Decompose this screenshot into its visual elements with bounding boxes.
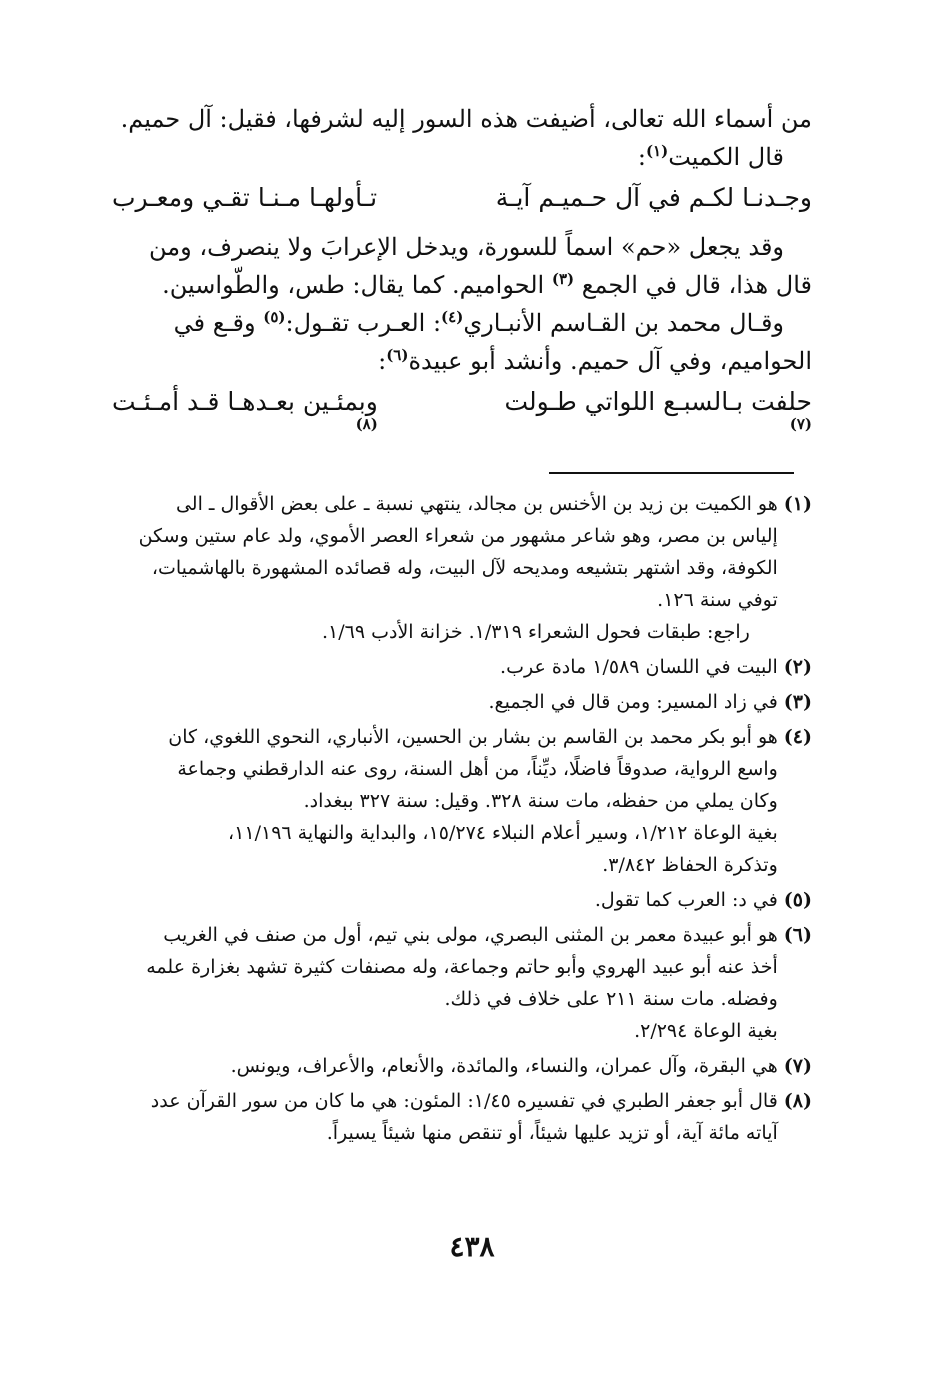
footnote-ref: (٥) [263,308,286,326]
footnote-7: (٧) هي البقرة، وآل عمران، والنساء، والمائدة، والأنعام، والأعراف، ويونس. [112,1050,812,1082]
verse-1 [112,176,812,220]
footnote-number: (٢) [783,656,812,678]
footnote-1: (١) هو الكميت بن زيد بن الأخنس بن مجالد، ينتهي نسبة ـ على بعض الأقوال ـ الى إلياس بن مصر، وهو شاعر مشهور من شعراء العصر الأموي، ولد عام ستين وسكن الكوفة، وقد اشتهر بتشيعه ومديحه لآل البيت، وله قصائده المشهورة بالهاشميات، توفي سنة ١٢٦. راجع: طبقات فحول الشعراء ١/٣١٩. خزانة الأدب ١/٦٩. [112,488,812,648]
verse-2-first-hemistich: حلفت بـالسبـع اللواتي طـولت (٧) [504,387,812,433]
footnote-number: (١) [783,493,812,515]
verse-1-first-hemistich: وجـدنـا لكـم في آل حـميـم آيـة [495,183,812,212]
footnote-ref: (٤) [441,308,464,326]
footnote-ref: (١) [645,142,669,160]
page-number: ٤٣٨ [449,1230,495,1263]
footnote-4: (٤) هو أبو بكر محمد بن القاسم بن بشار بن الحسين، الأنباري، النحوي اللغوي، كان واسع الرواية، صدوقاً فاضلًا، ديِّناً، من أهل السنة، روى عنه الدارقطني وجماعة وكان يملي من حفظه، مات سنة ٣٢٨. وقيل: سنة ٣٢٧ ببغداد. بغية الوعاة ١/٢١٢، وسير أعلام النبلاء ١٥/٢٧٤، والبداية والنهاية ١١/١٩٦، وتذكرة الحفاظ ٣/٨٤٢. [112,721,812,881]
footnote-number: (٨) [783,1090,812,1112]
footnote-ref: (٣) [551,270,575,288]
footnote-2: (٢) البيت في اللسان ١/٥٨٩ مادة عرب. [112,651,812,683]
footnote-5: (٥) في د: العرب كما تقول. [112,884,812,916]
footnote-number: (٧) [783,1055,812,1077]
verse-2-second-hemistich: وبمئـين بعـدهـا قـد أمـئـت (٨) [112,387,378,433]
footnote-number: (٦) [783,924,812,946]
paragraph-3-line-2: قال هذا، قال في الجمع $^{(٣)}$ الحواميم. كما يقال: طس، والطّواسين. [162,270,812,299]
footnote-3: (٣) في زاد المسير: ومن قال في الجميع. [112,686,812,718]
paragraph-4-line-2: الحواميم، وفي آل حميم. وأنشد أبو عبيدة$^{(٦)}$: [378,346,812,375]
verse-1-second-hemistich: تـأولهـا مـنـا تقـي ومعـرب [112,183,378,212]
footnote-number: (٣) [783,691,812,713]
paragraph-1: من أسماء الله تعالى، أضيفت هذه السور إليه لشرفها، فقيل: آل حميم. [120,105,812,133]
footnotes [112,488,812,1152]
paragraph-4-line-1: وقـال محمد بن القـاسم الأنبـاري$^{(٤)}$: العـرب تقـول:$^{(٥)}$ وقـع في [173,308,784,337]
footnote-number: (٤) [783,726,812,748]
paragraph-3-line-1: وقد يجعل «حم» اسماً للسورة، ويدخل الإعرابَ ولا ينصرف، ومن [148,233,784,261]
footnote-8: (٨) قال أبو جعفر الطبري في تفسيره ١/٤٥: المئون: هي ما كان من سور القرآن عدد آياته مائة آية، أو تزيد عليها شيئاً، أو تنقص منها شيئاً يسيراً. [112,1085,812,1149]
paragraph-2: قال الكميت$^{(١)}$: [637,142,784,171]
footnote-ref: (٦) [386,346,409,364]
verse-2 [112,380,812,433]
main-text [112,100,812,433]
footnote-number: (٥) [783,889,812,911]
footnote-6: (٦) هو أبو عبيدة معمر بن المثنى البصري، مولى بني تيم، أول من صنف في الغريب أخذ عنه أبو عبيد الهروي وأبو حاتم وجماعة، وله مصنفات كثيرة تشهد بغزارة علمه وفضله. مات سنة ٢١١ على خلاف في ذلك. بغية الوعاة ٢/٢٩٤. [112,919,812,1047]
footnote-separator [549,472,794,474]
